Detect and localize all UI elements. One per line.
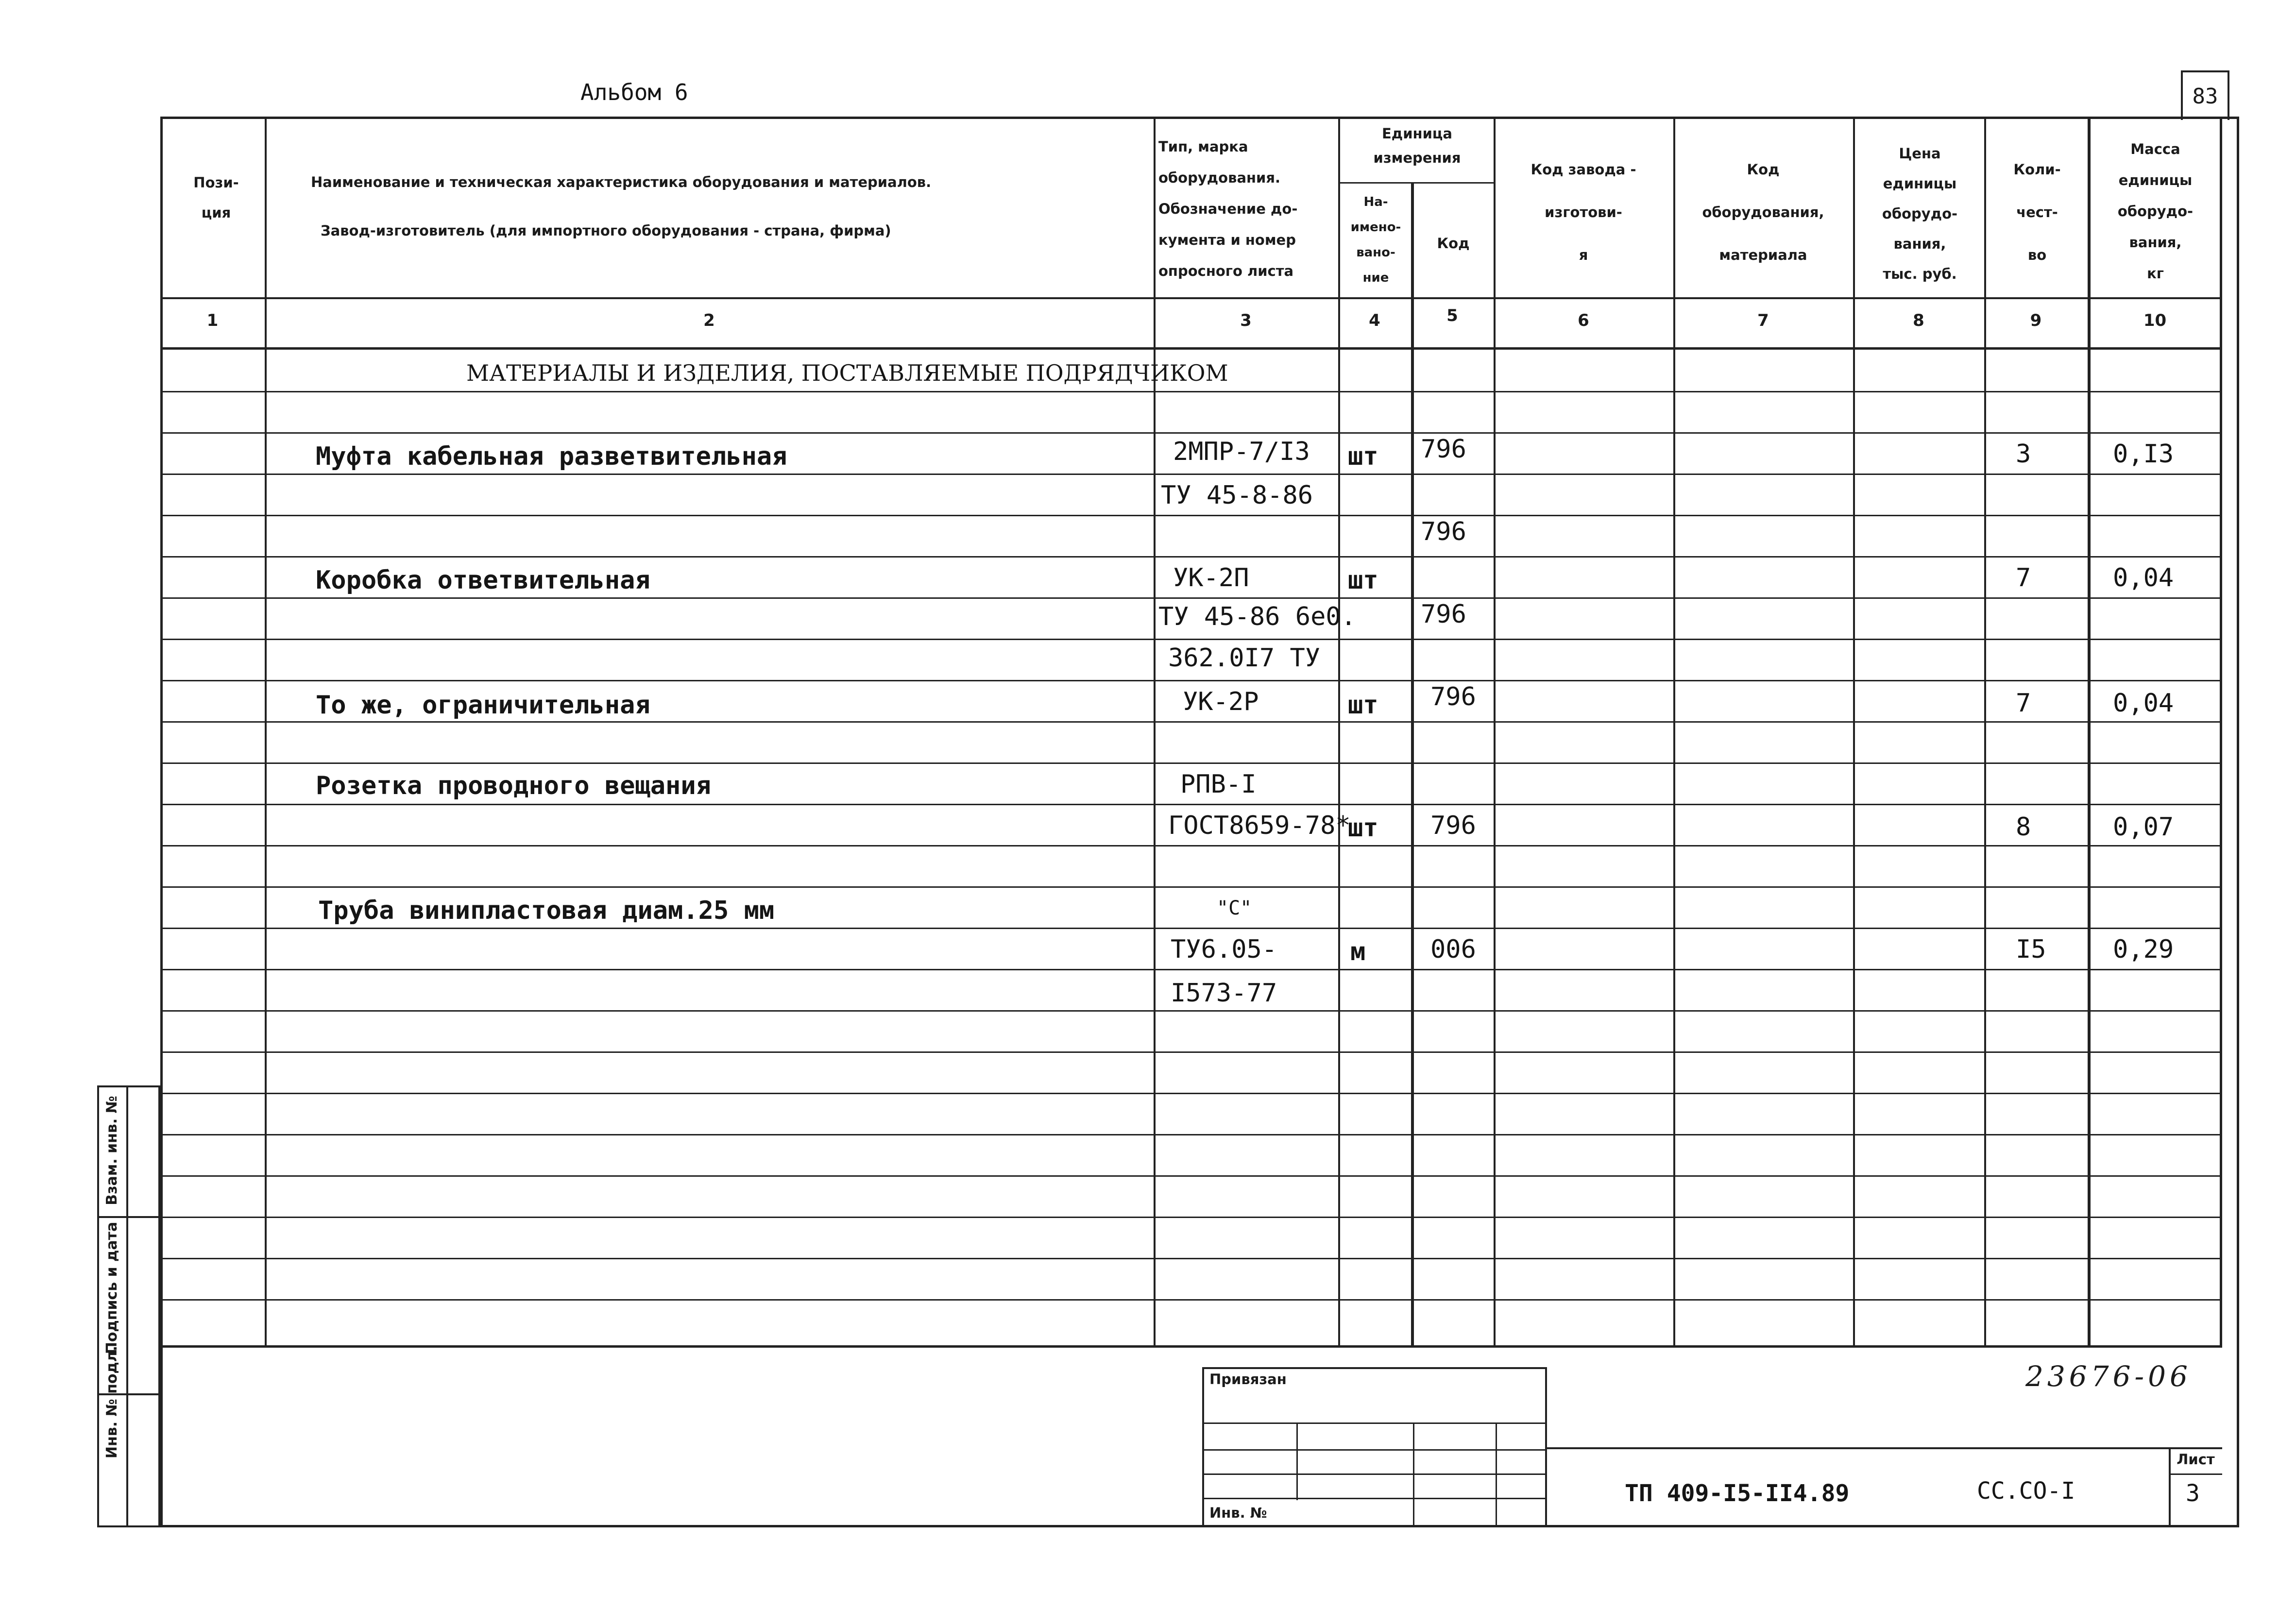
item-type-doc: 362.0I7 ТУ xyxy=(1168,643,1321,673)
item-unit-code: 796 xyxy=(1421,600,1466,629)
item-unit: м xyxy=(1350,937,1366,966)
header-col4: На- имено- вано- ние xyxy=(1350,195,1401,285)
header-unit-group: Единица измерения xyxy=(1373,125,1461,166)
item-mass: 0,04 xyxy=(2113,689,2174,718)
item-unit-code: 796 xyxy=(1430,811,1476,840)
item-unit: шт xyxy=(1348,442,1378,471)
item-type: 2МПР-7/I3 xyxy=(1173,437,1310,466)
item-mass: 0,I3 xyxy=(2113,440,2174,469)
colnum-10: 10 xyxy=(2143,311,2167,330)
item-type-doc: ГОСТ8659-78* xyxy=(1168,811,1351,840)
section-title: МАТЕРИАЛЫ И ИЗДЕЛИЯ, ПОСТАВЛЯЕМЫЕ ПОДРЯДЧИКОМ xyxy=(466,360,1228,386)
handwritten-number: 23676-06 xyxy=(2025,1360,2192,1393)
colnum-8: 8 xyxy=(1913,311,1924,330)
item-unit: шт xyxy=(1348,691,1378,720)
colnum-4: 4 xyxy=(1369,311,1380,330)
item-type: УК-2П xyxy=(1173,563,1249,592)
item-type-doc: I573-77 xyxy=(1171,979,1277,1008)
colnum-9: 9 xyxy=(2030,311,2042,330)
item-unit-code: 796 xyxy=(1421,517,1466,546)
header-col10: Масса единицы оборудо- вания, кг xyxy=(2117,141,2194,282)
inv-no-label: Инв. № xyxy=(1209,1505,1267,1521)
header-col6: Код завода - изготови- я xyxy=(1531,161,1636,263)
side-label-podpis: Подпись и дата xyxy=(103,1221,120,1354)
doc-code: ТП 409-I5-II4.89 xyxy=(1625,1480,1850,1507)
item-type-doc: ТУ 45-86 6е0. xyxy=(1158,602,1356,631)
sheet-label: Лист xyxy=(2177,1451,2215,1468)
page-number: 83 xyxy=(2192,84,2218,109)
item-name: Муфта кабельная разветвительная xyxy=(316,442,787,471)
colnum-1: 1 xyxy=(206,311,219,330)
item-quantity: 7 xyxy=(2016,689,2031,718)
item-type: РПВ-I xyxy=(1180,770,1257,799)
item-type: УК-2Р xyxy=(1183,687,1259,716)
item-mass: 0,07 xyxy=(2113,812,2174,842)
header-col2: Наименование и техническая характеристика оборудования и материалов. Завод-изготовитель (для импортного оборудования - страна, фирма) xyxy=(311,174,932,239)
colnum-3: 3 xyxy=(1240,311,1252,330)
item-name: Розетка проводного вещания xyxy=(316,771,711,800)
header-col8: Цена единицы оборудо- вания, тыс. руб. xyxy=(1882,145,1958,282)
header-col3: Тип, марка оборудования. Обозначение до- кумента и номер опросного листа xyxy=(1158,138,1298,279)
item-quantity: I5 xyxy=(2016,935,2046,964)
spec-table xyxy=(160,117,2222,1348)
side-label-inv-podl: Инв. № подл. xyxy=(103,1345,120,1459)
item-type-doc: ТУ6.05- xyxy=(1171,935,1277,964)
colnum-7: 7 xyxy=(1757,311,1769,330)
item-quantity: 8 xyxy=(2016,812,2031,842)
item-name: Коробка ответвительная xyxy=(316,566,650,595)
album-title: Альбом 6 xyxy=(580,79,688,105)
item-name: Труба винипластовая диам.25 мм xyxy=(318,896,775,925)
header-col1: Пози- ция xyxy=(193,174,239,221)
side-label-vzam: Взам. инв. № xyxy=(103,1096,120,1205)
header-col7: Код оборудования, материала xyxy=(1702,161,1824,263)
item-mass: 0,29 xyxy=(2113,935,2174,964)
item-type-doc: ТУ 45-8-86 xyxy=(1161,481,1313,510)
page-number-box xyxy=(2181,70,2229,120)
item-unit-code: 006 xyxy=(1430,935,1476,964)
item-unit-code: 796 xyxy=(1430,682,1476,711)
item-unit: шт xyxy=(1348,566,1378,595)
item-unit: шт xyxy=(1348,813,1378,843)
sheet-code: СС.СО-I xyxy=(1977,1477,2075,1505)
item-type: "С" xyxy=(1217,897,1252,919)
sheet-number: 3 xyxy=(2186,1480,2200,1507)
item-quantity: 3 xyxy=(2016,440,2031,469)
colnum-6: 6 xyxy=(1578,311,1589,330)
item-name: То же, ограничительная xyxy=(316,691,650,720)
item-unit-code: 796 xyxy=(1421,435,1466,464)
bound-label: Привязан xyxy=(1209,1371,1287,1388)
item-mass: 0,04 xyxy=(2113,563,2174,592)
colnum-2: 2 xyxy=(703,311,715,330)
header-col9: Коли- чест- во xyxy=(2013,161,2061,263)
item-quantity: 7 xyxy=(2016,563,2031,592)
colnum-5: 5 xyxy=(1446,306,1458,325)
header-col5: Код xyxy=(1437,235,1470,252)
